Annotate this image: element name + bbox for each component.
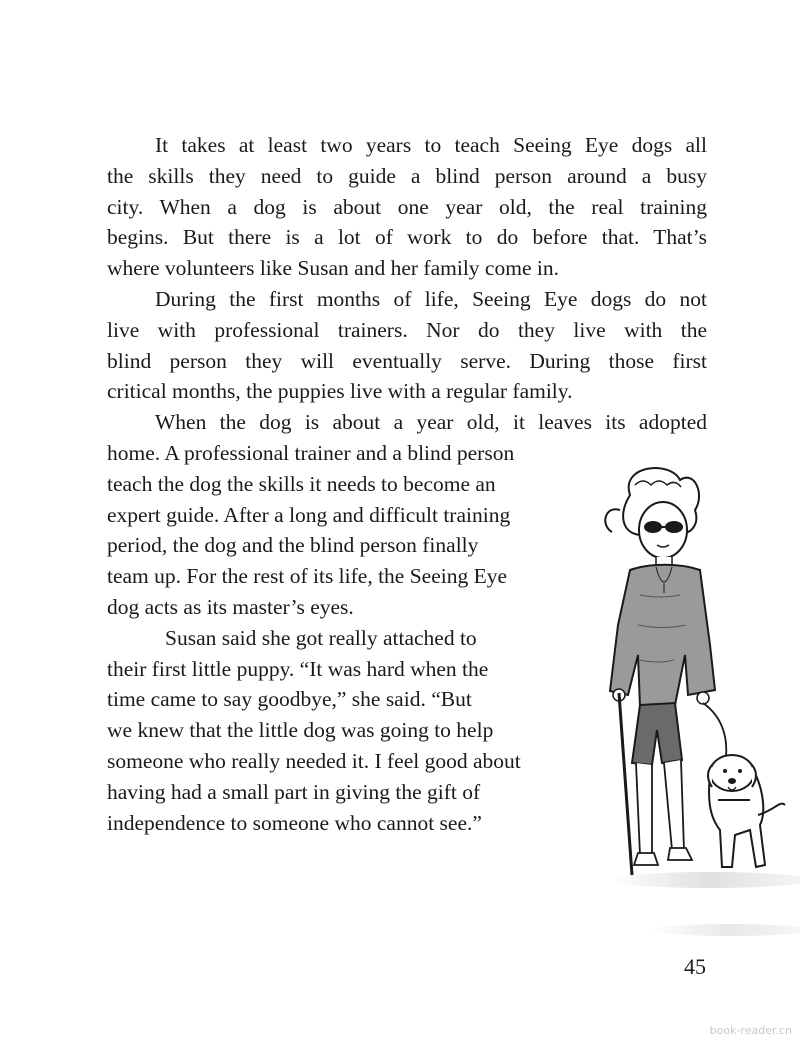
text-line: we knew that the little dog was going to help	[107, 718, 494, 743]
page-number: 45	[684, 954, 706, 979]
text-line: live with professional trainers. Nor do they live with the	[107, 317, 707, 342]
watermark: book-reader.cn	[709, 1024, 792, 1037]
text-line: time came to say goodbye,” she said. “But	[107, 687, 472, 712]
text-line: home. A professional trainer and a blind person	[107, 440, 515, 465]
text-line: the skills they need to guide a blind person around a busy	[107, 163, 707, 188]
text-line: teach the dog the skills it needs to become an	[107, 471, 496, 496]
text-line: dog acts as its master’s eyes.	[107, 594, 354, 619]
text-line: blind person they will eventually serve. During those first	[107, 348, 707, 373]
text-line: someone who really needed it. I feel good about	[107, 748, 521, 773]
text-line: where volunteers like Susan and her family come in.	[107, 256, 559, 281]
text-line: their first little puppy. “It was hard when the	[107, 656, 489, 681]
text-line: independence to someone who cannot see.”	[107, 810, 482, 835]
text-line: critical months, the puppies live with a regular family.	[107, 379, 573, 404]
text-line: period, the dog and the blind person finally	[107, 533, 479, 558]
text-line: begins. But there is a lot of work to do before that. That’s	[107, 225, 707, 250]
text-line: having had a small part in giving the gift of	[107, 779, 481, 804]
text-line: During the first months of life, Seeing Eye dogs do not	[155, 286, 707, 311]
text-line: It takes at least two years to teach Seeing Eye dogs all	[155, 133, 707, 157]
text-line: team up. For the rest of its life, the Seeing Eye	[107, 564, 508, 589]
text-line: When the dog is about a year old, it leaves its adopted	[155, 410, 707, 435]
woman-with-guide-dog-illustration	[560, 455, 800, 955]
text-line: city. When a dog is about one year old, the real training	[107, 194, 707, 219]
text-line: Susan said she got really attached to	[165, 625, 477, 650]
text-line: expert guide. After a long and difficult training	[107, 502, 511, 527]
